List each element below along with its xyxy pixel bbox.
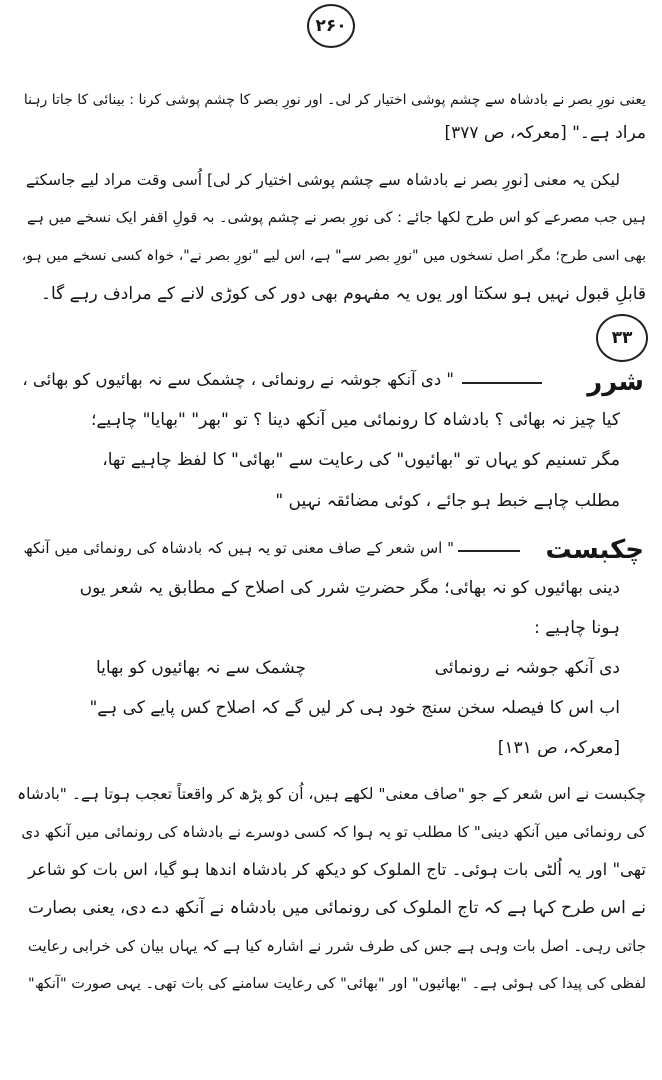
verse-hemistich-2: چشمک سے نہ بھائیوں کو بھایا (95, 658, 306, 678)
chakbast-dash (458, 550, 520, 552)
chakbast-line2: دینی بھائیوں کو نہ بھائی؛ مگر حضرتِ شرر کی اصلاح کے مطابق یہ شعر یوں (79, 578, 620, 598)
sharar-line2: کیا چیز نہ بھائی ؟ بادشاہ کا رونمائی میں آنکھ دینا ؟ تو "بھر" "بھایا" چاہیے؛ (91, 410, 620, 430)
para1-line2: مراد ہے۔" [معرکہ، ص ۳۷۷] (444, 123, 646, 143)
chakbast-line1: " اس شعر کے صاف معنی تو یہ ہیں کہ بادشاہ کی رونمائی میں آنکھ (23, 539, 454, 557)
para3-line5: جاتی رہی۔ اصل بات وہی ہے جس کی طرف شرر نے اشارہ کیا ہے کہ یہاں بیان کی خرابی رعایت (27, 937, 646, 955)
para3-line2: کی رونمائی میں آنکھ دینی" کا مطلب تو یہ ہوا کہ کسی دوسرے نے بادشاہ کی رونمائی میں آنکھ دی (21, 823, 646, 841)
sharar-dash (462, 382, 542, 384)
verse-hemistich-1: دی آنکھ جوشہ نے رونمائی (434, 658, 620, 678)
sharar-line4: مطلب چاہے خبط ہو جائے ، کوئی مضائقہ نہیں " (275, 491, 620, 511)
para3-line1: چکبست نے اس شعر کے جو "صاف معنی" لکھے ہیں، اُن کو پڑھ کر واقعتاً تعجب ہوتا ہے۔ "بادشاہ (17, 785, 646, 803)
chakbast-line4: اب اس کا فیصلہ سخن سنج خود ہی کر لیں گے کہ اصلاح کس پایے کی ہے" (89, 698, 620, 718)
sharar-line3: مگر تسنیم کو یہاں تو "بھائیوں" کی رعایت سے "بھائی" کا لفظ چاہیے تھا، (102, 450, 620, 470)
speaker-sharar: شرر (587, 367, 644, 397)
para3-line4: نے اس طرح کہا ہے کہ تاج الملوک کی رونمائی میں بادشاہ نے آنکھ دے دی، یعنی بصارت (27, 898, 646, 918)
para3-line3: تھی" اور یہ اُلٹی بات ہوئی۔ تاج الملوک کو دیکھ کر بادشاہ اندھا ہو گیا، اس بات کو شاعر (28, 860, 646, 879)
speaker-chakbast: چکبست (545, 535, 644, 565)
para2-line2: ہیں جب مصرعے کو اس طرح لکھا جائے : کی نورِ بصر نے چشم پوشی۔ بہ قولِ اقفر ایک نسخے میں ہے (26, 210, 646, 226)
para3-line6: لفظی کی پیدا کی ہوئی ہے۔ "بھائیوں" اور "بھائی" کی رعایت سامنے کی بات تھی۔ یہی صورت "آنکھ" (28, 976, 646, 992)
chakbast-ref: [معرکہ، ص ۱۳۱] (497, 738, 620, 758)
para2-line3: بھی اسی طرح؛ مگر اصل نسخوں میں "نورِ بصر سے" ہے، اس لیے "نورِ بصر نے"، خواہ کسی نسخے میں ہو، (21, 248, 646, 264)
section-number: ۳۳ (596, 314, 648, 362)
para2-line4: قابلِ قبول نہیں ہو سکتا اور یوں یہ مفہوم بھی دور کی کوڑی لانے کے مرادف رہے گا۔ (40, 284, 646, 304)
page-number: ۲۶۰ (307, 4, 355, 48)
chakbast-line3: ہونا چاہیے : (534, 618, 620, 638)
para1-line1: یعنی نورِ بصر نے بادشاہ سے چشم پوشی اختیار کر لی۔ اور نورِ بصر کا چشم پوشی کرنا : بینائی کا جاتا رہنا (23, 92, 646, 108)
sharar-line1: " دی آنکھ جوشہ نے رونمائی ، چشمک سے نہ بھائیوں کو بھائی ، (22, 370, 454, 389)
para2-line1: لیکن یہ معنی [نورِ بصر نے بادشاہ سے چشم پوشی اختیار کر لی] اُسی وقت مراد لیے جاسکتے (25, 171, 620, 189)
